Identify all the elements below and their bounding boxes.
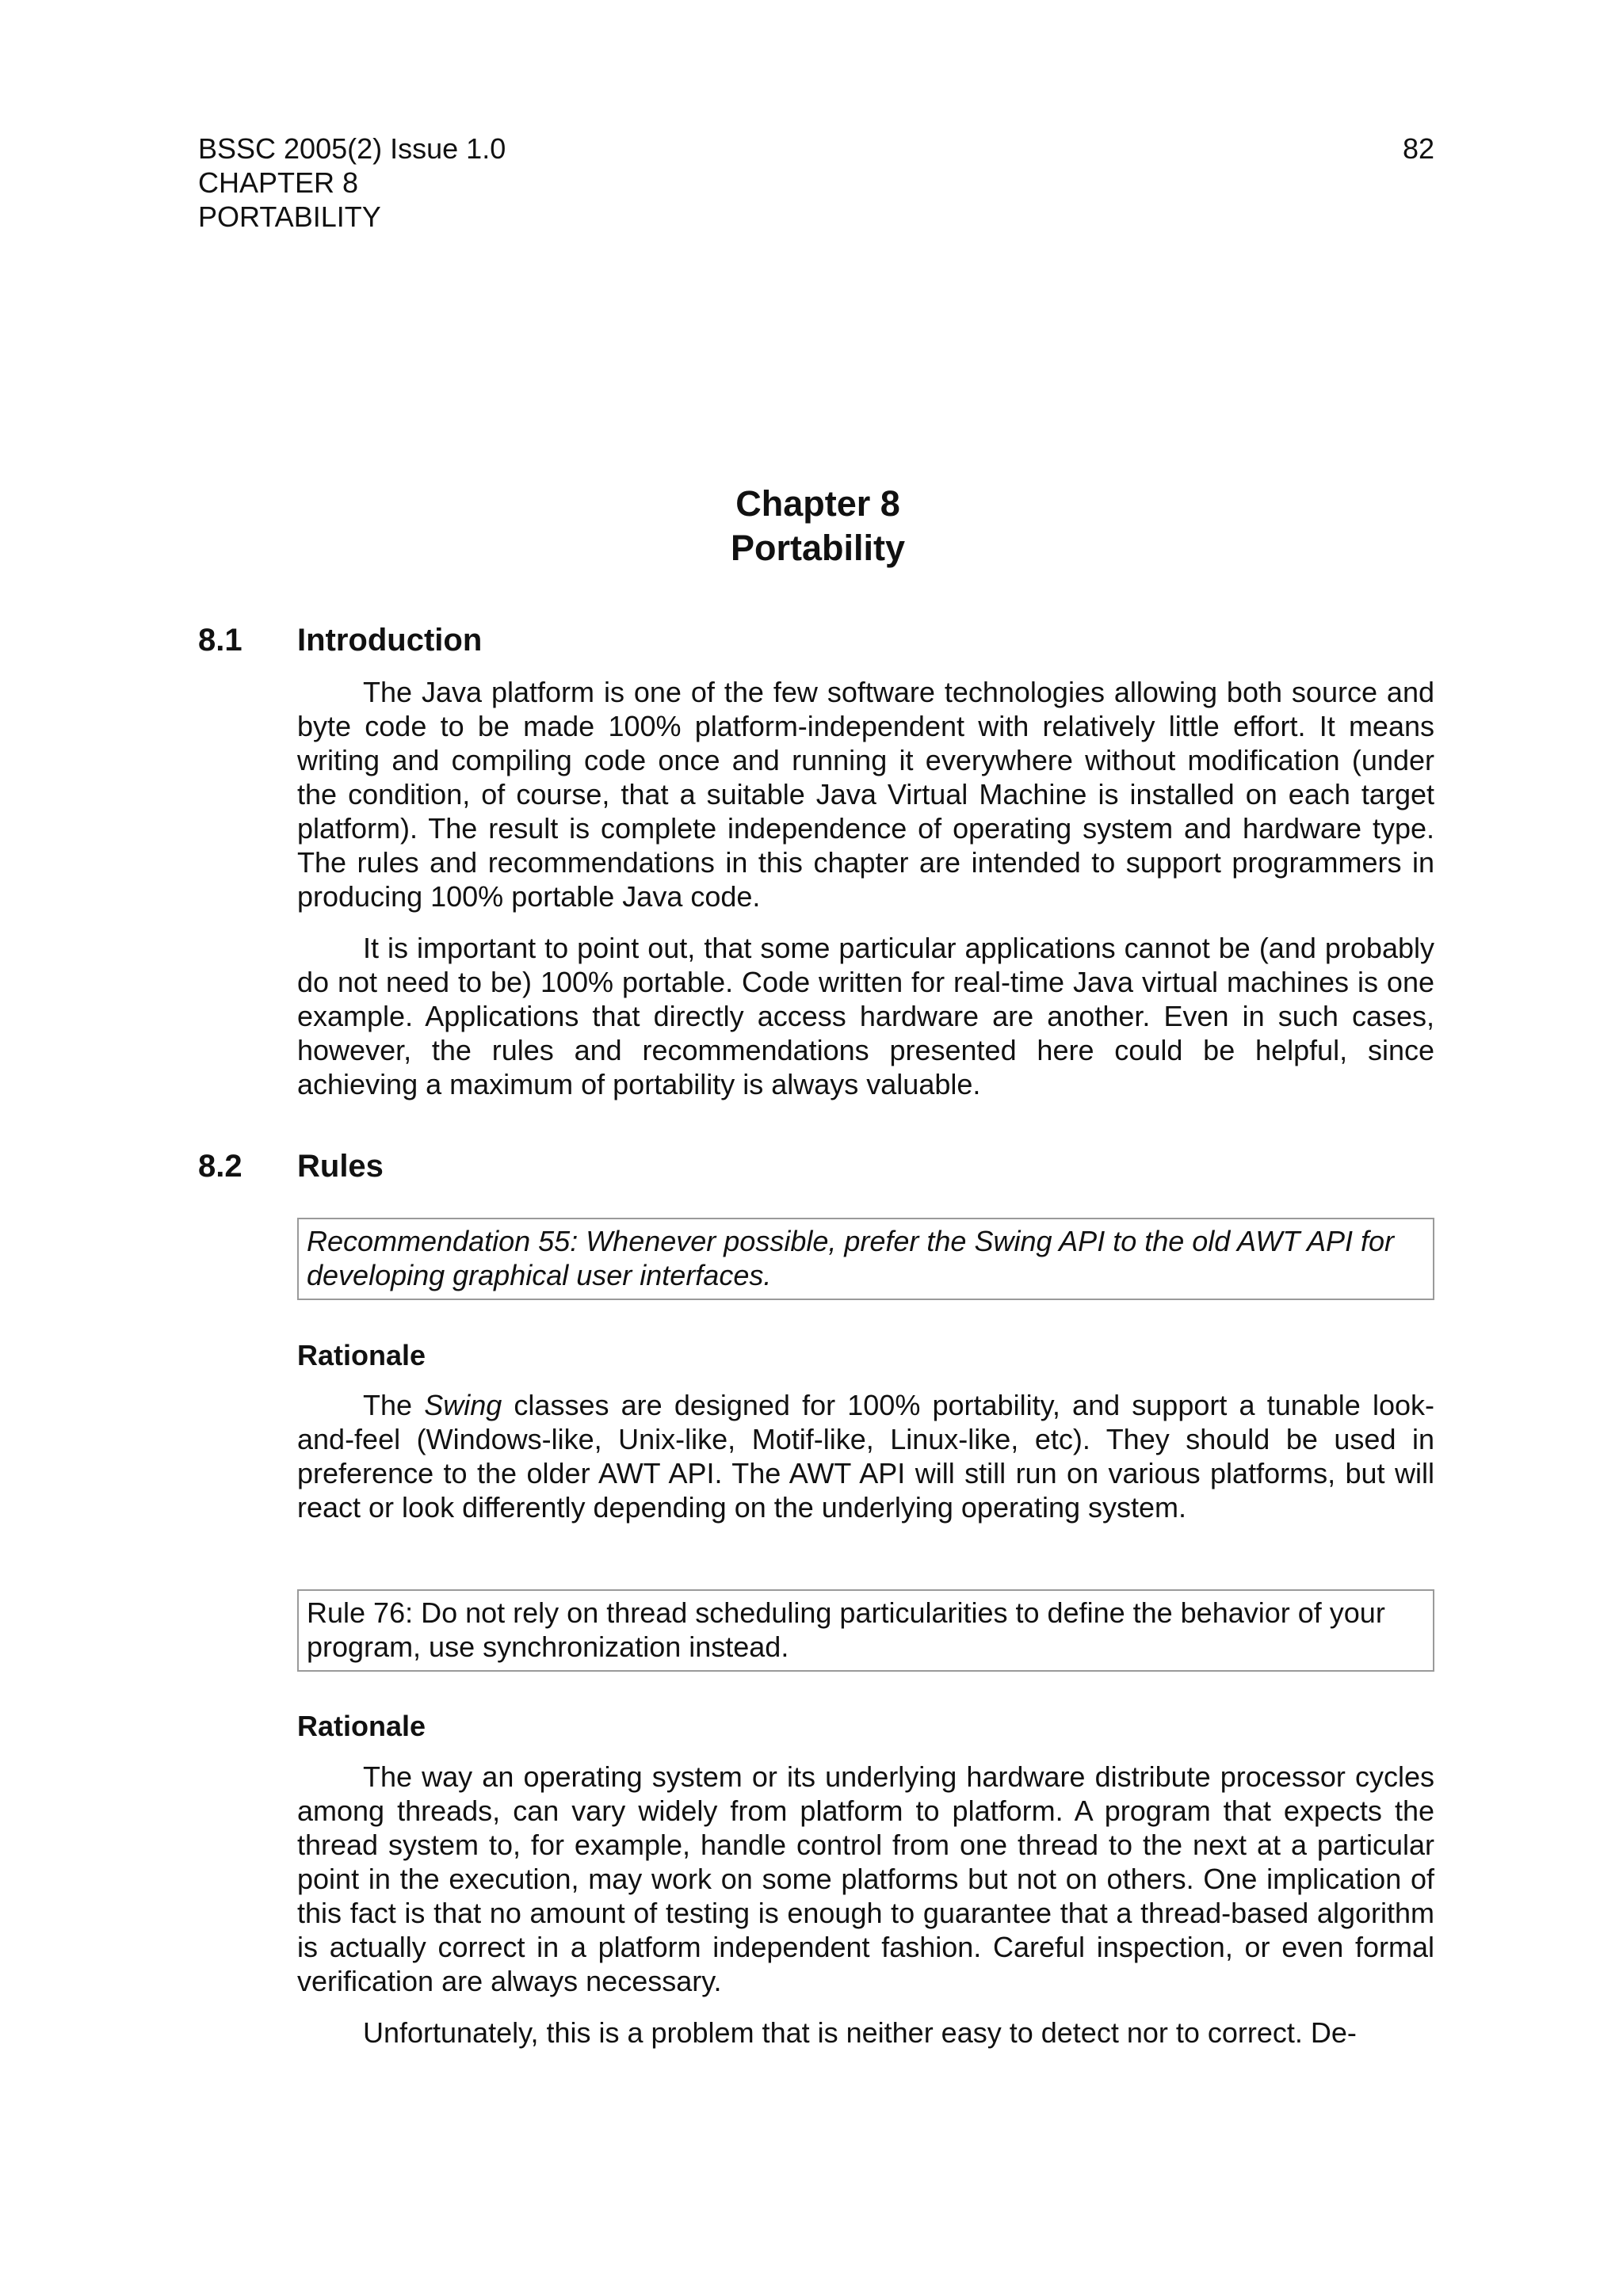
chapter-title-line2: Portability [730,528,906,568]
recommendation-55-box [297,1218,1434,1300]
chapter-title [0,482,1623,570]
rationale-heading: Rationale [297,1710,426,1742]
paragraph: The way an operating system or its underlying hardware distribute processor cycles among threads, can vary widely from platform to platform. A program that expects the thread system to, for example, handle control from one thread to the next at a particular point in the execution, may work on some platforms but not on others. One implication of this fact is that no amount of testing is enough to guarantee that a thread-based algorithm is actually correct in a platform independent fashion. Careful inspection, or even formal verification are always necessary. [297,1760,1434,1997]
rationale-body-2 [297,1760,1434,2067]
introduction-body [297,675,1434,1119]
header-chapter: CHAPTER 8 [198,166,359,199]
section-number: 8.1 [198,623,242,658]
section-title: Introduction [297,623,483,658]
text-run: classes are designed for 100% portability, and support a tunable look-and-feel (Windows-like, Unix-like, Motif-like, Linux-like, etc). They should be used in preference to the older AWT API. The AWT API will still run on various platforms, but will react or look differently depending on the underlying operating system. [297,1389,1434,1524]
paragraph: Unfortunately, this is a problem that is neither easy to detect nor to correct. De- [363,2016,1357,2049]
rule-76-box [297,1589,1434,1672]
doc-id: BSSC 2005(2) Issue 1.0 [198,132,506,165]
recommendation-text: Recommendation 55: Whenever possible, prefer the Swing API to the old AWT API for developing graphical user interfaces. [307,1225,1395,1291]
section-title: Rules [297,1149,384,1184]
section-heading-introduction [198,621,482,659]
rule-text: Rule 76: Do not rely on thread scheduling particularities to define the behavior of your program, use synchronization instead. [307,1596,1385,1663]
rationale-heading: Rationale [297,1339,426,1371]
section-heading-rules [198,1147,384,1185]
rationale-body-1 [297,1388,1434,1542]
text-run: The [363,1389,425,1421]
chapter-title-line1: Chapter 8 [735,483,900,524]
paragraph: It is important to point out, that some particular applications cannot be (and probably do not need to be) 100% portable. Code written for real-time Java virtual machines is one example. Applications that directly access hardware are another. Even in such cases, however, the rules and recommendations presented here could be helpful, since achieving a maximum of portability is always valuable. [297,932,1434,1100]
section-number: 8.2 [198,1149,242,1184]
emphasis: Swing [424,1389,502,1421]
paragraph [297,1388,1434,1524]
page-number: 82 [1402,132,1434,165]
header-chapter-name: PORTABILITY [198,200,381,233]
paragraph: The Java platform is one of the few software technologies allowing both source and byte code to be made 100% platform-independent with relatively little effort. It means writing and compiling code once and running it everywhere without modification (under the condition, of course, that a suitable Java Virtual Machine is installed on each target platform). The result is complete independence of operating system and hardware type. The rules and recommendations in this chapter are intended to support programmers in producing 100% portable Java code. [297,676,1434,913]
running-header [198,132,1434,234]
